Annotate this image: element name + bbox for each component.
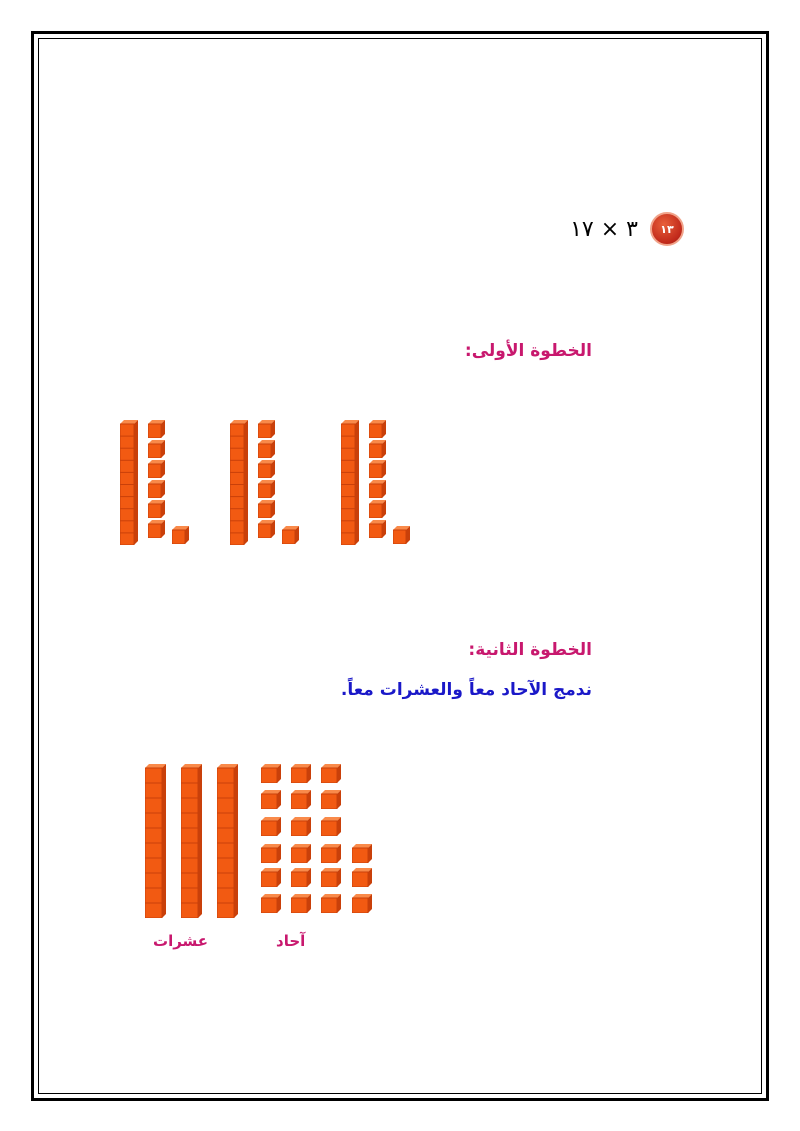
one-cube	[321, 790, 341, 813]
problem-expression: ٣ × ١٧	[570, 216, 638, 242]
one-cube	[258, 500, 275, 522]
one-cube	[393, 526, 410, 548]
one-cube	[261, 790, 281, 813]
ones-label: آحاد	[276, 932, 306, 950]
ten-rod	[217, 764, 238, 922]
one-cube	[321, 844, 341, 867]
one-cube	[172, 526, 189, 548]
page-border-inner	[38, 38, 762, 1094]
one-cube	[148, 480, 165, 502]
one-cube	[369, 480, 386, 502]
one-cube	[291, 817, 311, 840]
one-cube	[321, 894, 341, 917]
one-cube	[148, 520, 165, 542]
one-cube	[148, 460, 165, 482]
one-cube	[282, 526, 299, 548]
one-cube	[261, 817, 281, 840]
one-cube	[369, 520, 386, 542]
one-cube	[291, 764, 311, 787]
problem-header	[570, 212, 684, 246]
one-cube	[258, 480, 275, 502]
one-cube	[291, 868, 311, 891]
one-cube	[291, 844, 311, 867]
one-cube	[261, 844, 281, 867]
step2-instruction: ندمج الآحاد معاً والعشرات معاً.	[340, 680, 592, 700]
ten-rod	[145, 764, 166, 922]
step2-heading: الخطوة الثانية:	[468, 640, 592, 660]
problem-number-badge: ١٣	[650, 212, 684, 246]
one-cube	[321, 817, 341, 840]
ten-rod	[341, 420, 359, 549]
one-cube	[258, 460, 275, 482]
one-cube	[148, 500, 165, 522]
one-cube	[261, 894, 281, 917]
one-cube	[258, 420, 275, 442]
one-cube	[352, 894, 372, 917]
one-cube	[258, 440, 275, 462]
one-cube	[369, 420, 386, 442]
one-cube	[258, 520, 275, 542]
one-cube	[321, 868, 341, 891]
one-cube	[369, 440, 386, 462]
ten-rod	[120, 420, 138, 549]
ten-rod	[230, 420, 248, 549]
ten-rod	[181, 764, 202, 922]
one-cube	[148, 420, 165, 442]
one-cube	[261, 764, 281, 787]
tens-label: عشرات	[153, 932, 209, 950]
one-cube	[291, 894, 311, 917]
one-cube	[291, 790, 311, 813]
one-cube	[352, 868, 372, 891]
one-cube	[321, 764, 341, 787]
one-cube	[369, 500, 386, 522]
one-cube	[352, 844, 372, 867]
step1-heading: الخطوة الأولى:	[464, 341, 592, 361]
one-cube	[261, 868, 281, 891]
one-cube	[148, 440, 165, 462]
one-cube	[369, 460, 386, 482]
